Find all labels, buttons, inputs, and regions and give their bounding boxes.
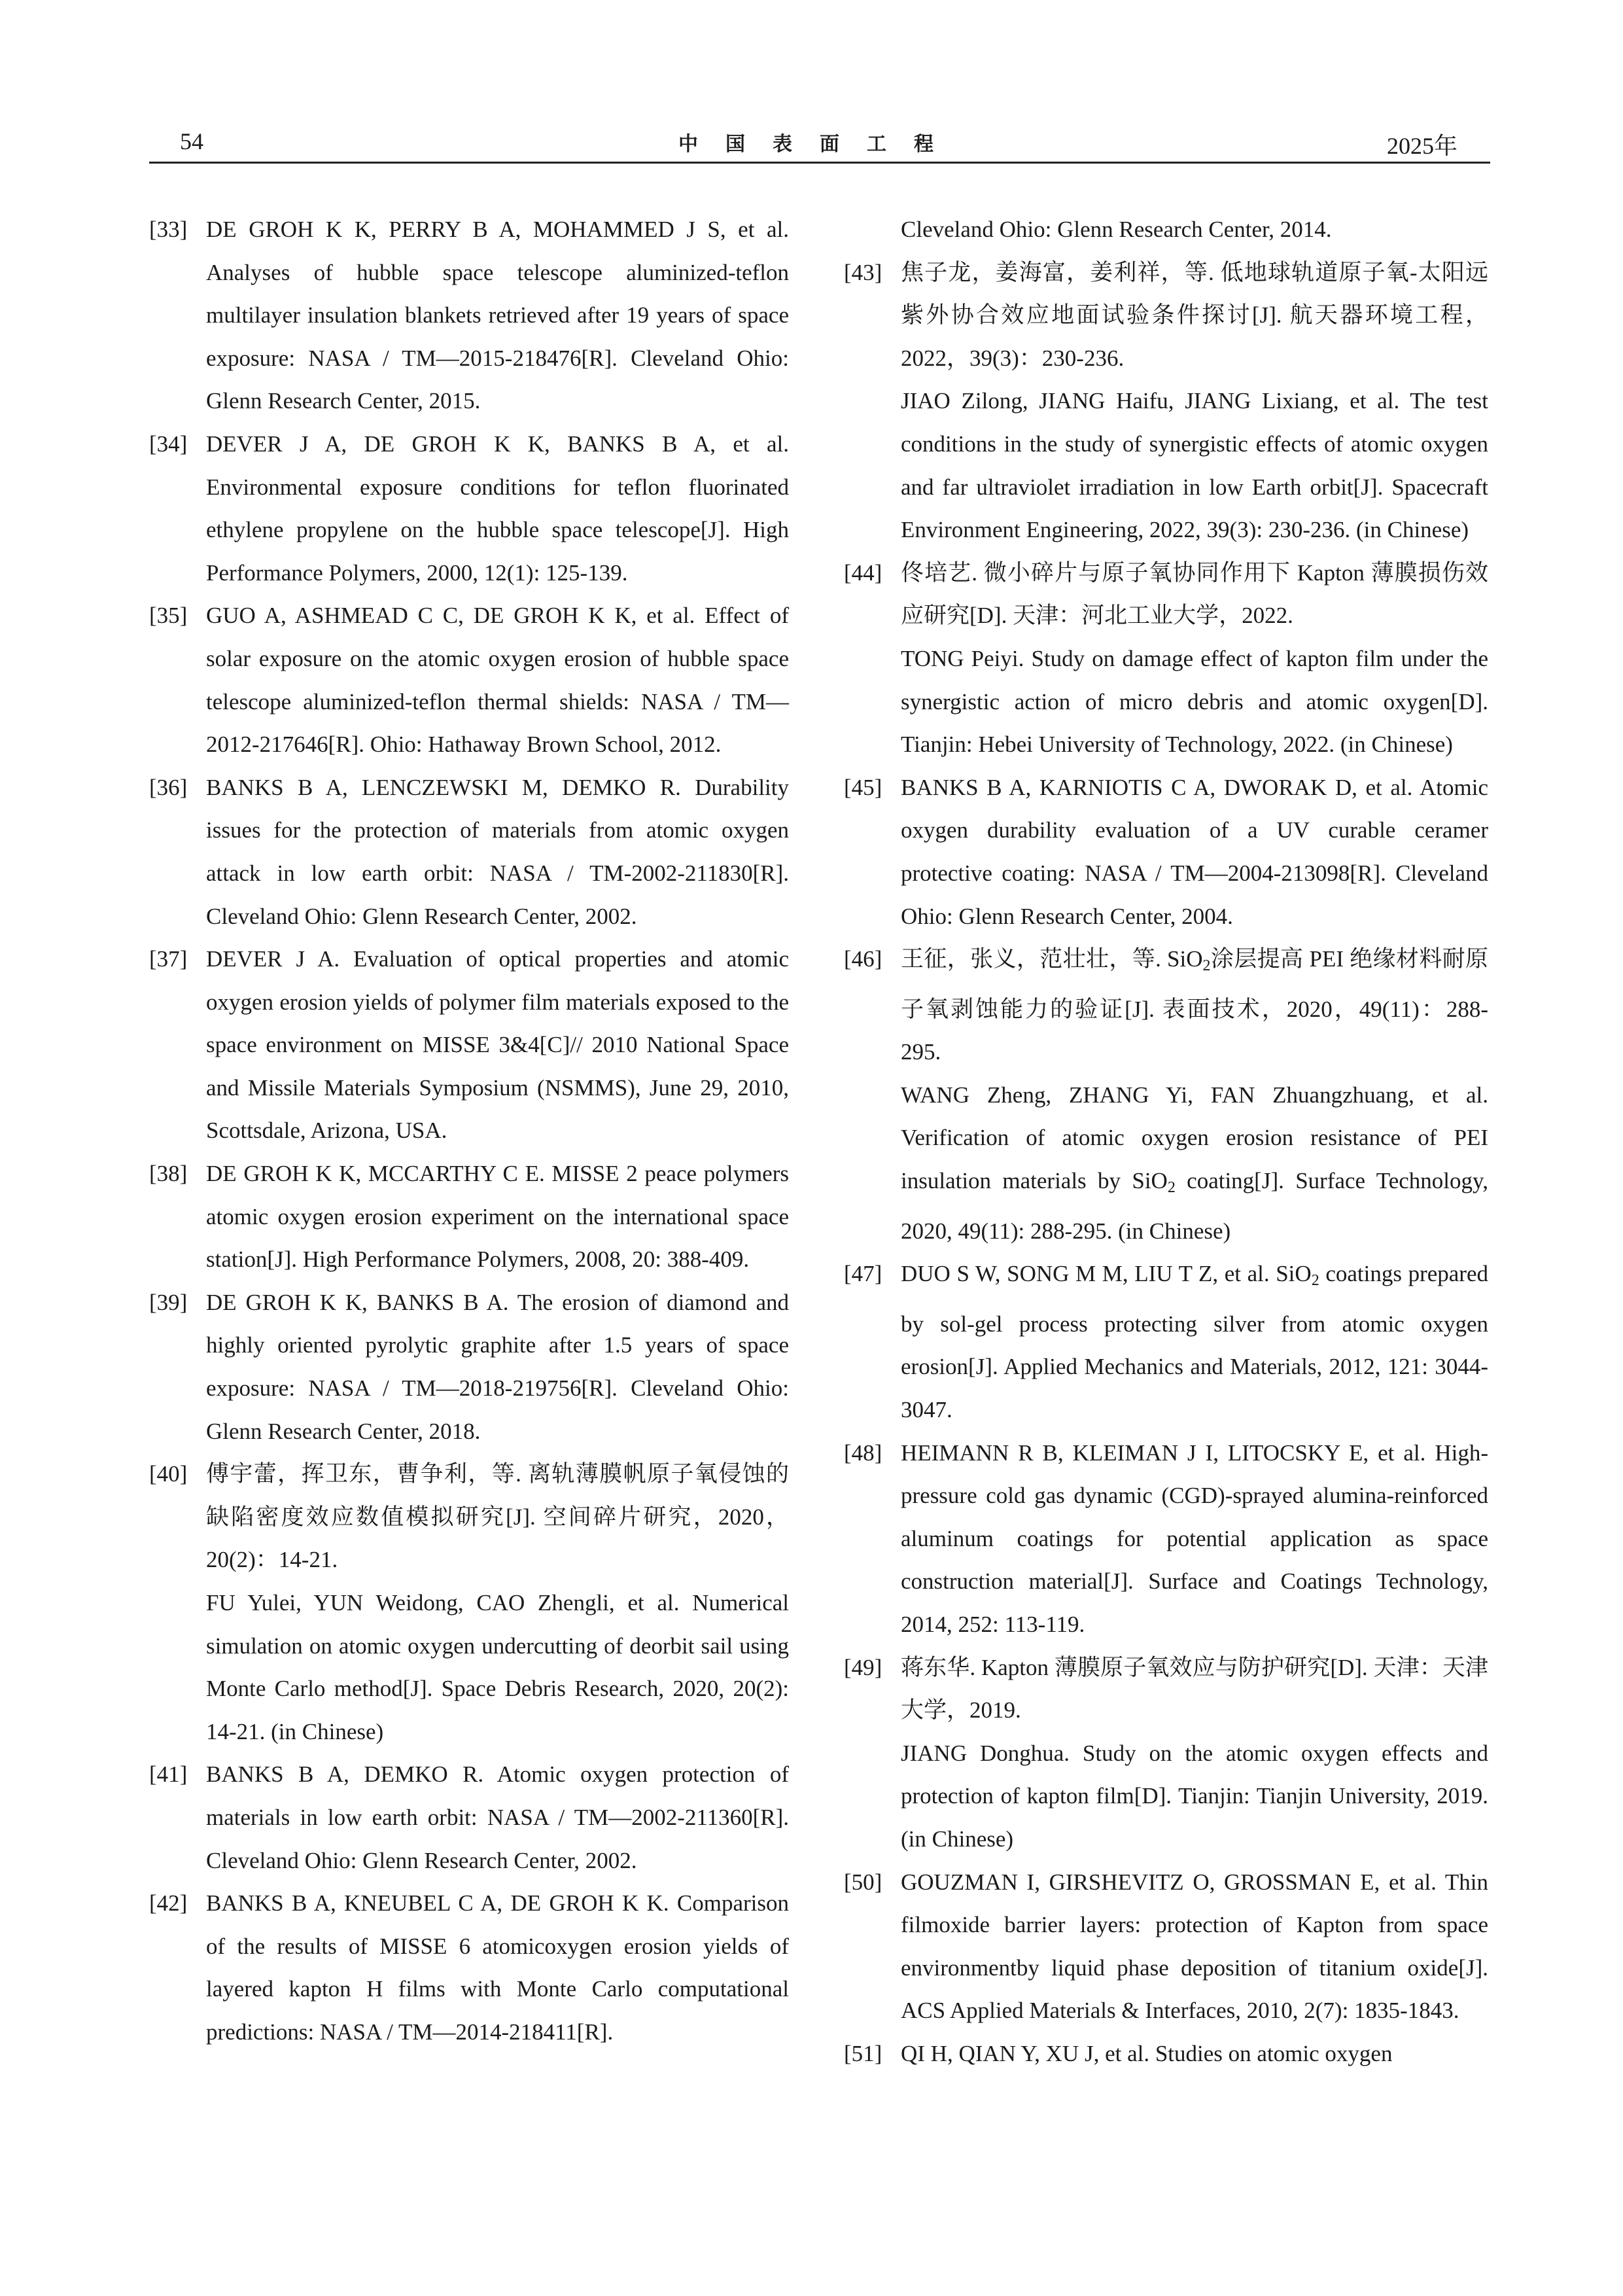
reference-45 [844,766,1488,938]
reference-text: DE GROH K K, MCCARTHY C E. MISSE 2 peace polymers atomic oxygen erosion experiment on the international space station[J]. High Performance Polymers, 2008, 20: 388-409. [206,1161,789,1273]
reference-text: DEVER J A. Evaluation of optical properties and atomic oxygen erosion yields of polymer film materials exposed to the space environment on MISSE 3&4[C]// 2010 National Space and Missile Materials Symposium (NSMMS), June 29, 2010, Scottsdale, Arizona, USA. [206,946,789,1144]
reference-34 [149,423,789,594]
reference-text-chinese: 蒋东华. Kapton 薄膜原子氧效应与防护研究[D]. 天津：天津大学，2019. [901,1654,1488,1723]
reference-50 [844,1861,1488,2032]
reference-text-chinese: 傅宇蕾，挥卫东，曹争利，等. 离轨薄膜帆原子氧侵蚀的缺陷密度效应数值模拟研究[J]. 空间碎片研究，2020，20(2)：14-21. [206,1461,789,1573]
reference-text: DE GROH K K, BANKS B A. The erosion of diamond and highly oriented pyrolytic graphite after 1.5 years of space exposure: NASA / TM—2018-219756[R]. Cleveland Ohio: Glenn Research Center, 2018. [206,1289,789,1444]
left-column [149,208,789,2054]
reference-text-english: JIAO Zilong, JIANG Haifu, JIANG Lixiang, et al. The test conditions in the study of synergistic effects of atomic oxygen and far ultraviolet irradiation in low Earth orbit[J]. Spacecraft Environment Engineering, 2022, 39(3): 230-236. (in Chinese) [901,388,1488,543]
reference-number: [35] [149,603,188,629]
reference-text: GOUZMAN I, GIRSHEVITZ O, GROSSMAN E, et al. Thin filmoxide barrier layers: protection of Kapton from space environmentby liquid phase deposition of titanium oxide[J]. ACS Applied Materials & Interfaces, 2010, 2(7): 1835-1843. [901,1869,1488,2024]
reference-number: [36] [149,774,188,800]
reference-text: GUO A, ASHMEAD C C, DE GROH K K, et al. Effect of solar exposure on the atomic oxygen erosion of hubble space telescope aluminized-teflon thermal shields: NASA / TM—2012-217646[R]. Ohio: Hathaway Brown School, 2012. [206,603,789,758]
issue-year: 2025年 [1386,133,1457,159]
reference-number: [48] [844,1439,882,1466]
reference-text-english: JIANG Donghua. Study on the atomic oxygen effects and protection of kapton film[D]. Tianjin: Tianjin University, 2019. (in Chinese) [901,1740,1488,1852]
reference-number: [44] [844,559,882,586]
reference-text-chinese: 王征，张义，范壮壮，等. SiO$_2$涂层提高 PEI 绝缘材料耐原子氧剥蚀能力的验证[J]. 表面技术，2020，49(11)：288-295. [901,946,1488,1065]
right-column [844,208,1488,2075]
reference-number: [46] [844,946,882,972]
reference-44 [844,552,1488,766]
reference-text: BANKS B A, KNEUBEL C A, DE GROH K K. Comparison of the results of MISSE 6 atomicoxygen erosion yields of layered kapton H films with Monte Carlo computational predictions: NASA / TM—2014-218411[R]. [206,1890,789,2045]
reference-39 [149,1281,789,1453]
reference-number: [33] [149,217,188,242]
running-header [149,128,1490,167]
reference-33 [149,208,789,423]
reference-number: [45] [844,774,882,800]
reference-43 [844,251,1488,552]
reference-text-english: TONG Peiyi. Study on damage effect of kapton film under the synergistic action of micro debris and atomic oxygen[D]. Tianjin: Hebei University of Technology, 2022. (in Chinese) [901,645,1488,758]
reference-number: [43] [844,259,882,285]
reference-text: BANKS B A, KARNIOTIS C A, DWORAK D, et al. Atomic oxygen durability evaluation of a UV curable ceramer protective coating: NASA / TM—2004-213098[R]. Cleveland Ohio: Glenn Research Center, 2004. [901,774,1488,929]
reference-text: DEVER J A, DE GROH K K, BANKS B A, et al. Environmental exposure conditions for teflon fluorinated ethylene propylene on the hubble space telescope[J]. High Performance Polymers, 2000, 12(1): 125-139. [206,431,789,586]
reference-text-english: FU Yulei, YUN Weidong, CAO Zhengli, et al. Numerical simulation on atomic oxygen undercutting of deorbit sail using Monte Carlo method[J]. Space Debris Research, 2020, 20(2): 14-21. (in Chinese) [206,1590,789,1744]
reference-40 [149,1453,789,1753]
reference-number: [41] [149,1761,188,1788]
reference-number: [42] [149,1890,188,1916]
reference-text-english: WANG Zheng, ZHANG Yi, FAN Zhuangzhuang, et al. Verification of atomic oxygen erosion resistance of PEI insulation materials by SiO$_2$ coating[J]. Surface Technology, 2020, 49(11): 288-295. (in Chinese) [901,1082,1489,1244]
journal-title: 中国表面工程 [678,133,961,156]
reference-text: Cleveland Ohio: Glenn Research Center, 2014. [901,217,1332,242]
header-rule [149,162,1490,164]
reference-51 [844,2032,1488,2075]
reference-number: [51] [844,2040,882,2066]
reference-text: BANKS B A, LENCZEWSKI M, DEMKO R. Durability issues for the protection of materials from atomic oxygen attack in low earth orbit: NASA / TM-2002-211830[R]. Cleveland Ohio: Glenn Research Center, 2002. [206,774,789,929]
reference-number: [50] [844,1869,882,1895]
reference-number: [37] [149,946,188,972]
reference-text: QI H, QIAN Y, XU J, et al. Studies on atomic oxygen [901,2040,1393,2066]
reference-number: [39] [149,1289,188,1315]
reference-37 [149,938,789,1152]
reference-text: BANKS B A, DEMKO R. Atomic oxygen protection of materials in low earth orbit: NASA / TM—2002-211360[R]. Cleveland Ohio: Glenn Research Center, 2002. [206,1761,789,1873]
reference-47 [844,1252,1488,1431]
reference-35 [149,594,789,766]
reference-36 [149,766,789,938]
reference-number: [38] [149,1161,188,1187]
reference-text-chinese: 佟培艺. 微小碎片与原子氧协同作用下 Kapton 薄膜损伤效应研究[D]. 天津：河北工业大学，2022. [901,559,1488,629]
reference-42 [149,1882,789,2053]
reference-number: [34] [149,431,188,457]
reference-49 [844,1646,1488,1861]
reference-38 [149,1152,789,1281]
reference-text: DUO S W, SONG M M, LIU T Z, et al. SiO$_2$ coatings prepared by sol-gel process protecting silver from atomic oxygen erosion[J]. Applied Mechanics and Materials, 2012, 121: 3044-3047. [901,1261,1488,1423]
reference-text: DE GROH K K, PERRY B A, MOHAMMED J S, et al. Analyses of hubble space telescope aluminized-teflon multilayer insulation blankets retrieved after 19 years of space exposure: NASA / TM—2015-218476[R]. Cleveland Ohio: Glenn Research Center, 2015. [206,217,789,414]
reference-46 [844,938,1488,1252]
reference-number: [40] [149,1461,188,1487]
reference-number: [47] [844,1261,882,1287]
reference-text-chinese: 焦子龙，姜海富，姜利祥，等. 低地球轨道原子氧-太阳远紫外协合效应地面试验条件探讨[J]. 航天器环境工程，2022，39(3)：230-236. [901,259,1488,371]
reference-42-continued [844,208,1488,251]
reference-41 [149,1753,789,1882]
reference-text: HEIMANN R B, KLEIMAN J I, LITOCSKY E, et al. High-pressure cold gas dynamic (CGD)-sprayed alumina-reinforced aluminum coatings for potential application as space construction material[J]. Surface and Coatings Technology, 2014, 252: 113-119. [901,1439,1488,1637]
page-number: 54 [180,128,203,154]
reference-48 [844,1432,1488,1646]
reference-number: [49] [844,1654,882,1680]
